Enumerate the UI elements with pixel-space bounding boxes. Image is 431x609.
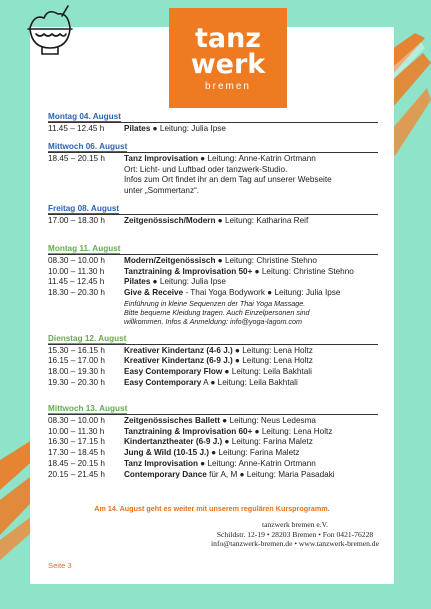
day-block bbox=[48, 404, 378, 481]
event-row bbox=[48, 448, 378, 459]
event-row bbox=[48, 256, 378, 267]
event-title: Contemporary Dance bbox=[124, 469, 207, 479]
event-time: 15.30 – 16.15 h bbox=[48, 345, 105, 355]
event-title: Tanztraining & Improvisation 50+ bbox=[124, 266, 253, 276]
tanzwerk-logo bbox=[169, 8, 287, 108]
event-title: Easy Contemporary bbox=[124, 377, 202, 387]
event-note: willkommen. Infos & Anmeldung: info@yoga-lagom.com bbox=[124, 317, 303, 327]
event-time: 17.30 – 18.45 h bbox=[48, 448, 105, 458]
address-street: Schildstr. 12-19 • 28203 Bremen • Fon 0421-76228 bbox=[216, 529, 374, 539]
event-detail: ● Leitung: Julia Ipse bbox=[150, 124, 226, 133]
event-detail: ● Leitung: Farina Maletz bbox=[209, 448, 300, 458]
event-time: 17.00 – 18.30 h bbox=[48, 215, 105, 225]
event-row bbox=[48, 186, 378, 197]
event-detail: ● Leitung: Farina Maletz bbox=[222, 437, 313, 447]
divider bbox=[48, 122, 378, 123]
event-detail: ● Leitung: Anne-Katrin Ortmann bbox=[198, 153, 316, 163]
day-block bbox=[48, 142, 378, 197]
day-block bbox=[48, 334, 378, 389]
event-time: 08.30 – 10.00 h bbox=[48, 255, 105, 265]
event-detail: unter „Sommertanz“. bbox=[124, 186, 200, 196]
divider bbox=[48, 214, 378, 215]
day-heading: Mittwoch 06. August bbox=[48, 141, 128, 151]
event-row bbox=[48, 367, 378, 378]
event-detail: ● Leitung: Christine Stehno bbox=[252, 266, 354, 276]
divider bbox=[48, 414, 378, 415]
day-heading: Freitag 08. August bbox=[48, 203, 120, 213]
day-heading: Dienstag 12. August bbox=[48, 333, 127, 343]
event-row bbox=[48, 356, 378, 367]
event-time bbox=[48, 186, 124, 197]
event-time: 18.45 – 20.15 h bbox=[48, 153, 105, 163]
event-detail: ● Leitung: Leila Bakhtali bbox=[222, 367, 312, 377]
event-row bbox=[48, 277, 378, 288]
day-block bbox=[48, 244, 378, 327]
event-note-row bbox=[48, 299, 378, 327]
event-detail: ● Leitung: Christine Stehno bbox=[215, 255, 317, 265]
event-detail: für A, M ● Leitung: Maria Pasadaki bbox=[206, 469, 335, 479]
logo-line-3: bremen bbox=[205, 81, 251, 92]
divider bbox=[48, 344, 378, 345]
event-time: 11.45 – 12.45 h bbox=[48, 277, 105, 287]
event-row bbox=[48, 267, 378, 278]
event-row bbox=[48, 216, 378, 227]
event-row bbox=[48, 437, 378, 448]
event-row bbox=[48, 288, 378, 299]
event-title: Give & Receive bbox=[124, 288, 184, 298]
divider bbox=[48, 254, 378, 255]
event-row bbox=[48, 165, 378, 176]
page-number: Seite 3 bbox=[48, 561, 72, 570]
event-title: Modern/Zeitgenössisch bbox=[124, 255, 216, 265]
event-note: Einführung in kleine Sequenzen der Thai Yoga Massage. bbox=[124, 298, 306, 308]
event-title: Zeitgenössisch/Modern bbox=[124, 215, 216, 225]
event-row bbox=[48, 175, 378, 186]
event-time bbox=[48, 175, 124, 186]
event-title: Tanz Improvisation bbox=[124, 153, 198, 163]
address-org: tanzwerk bremen e.V. bbox=[261, 520, 329, 529]
event-title: Zeitgenössisches Ballett bbox=[124, 415, 221, 425]
event-time bbox=[48, 165, 124, 176]
event-time: 20.15 – 21.45 h bbox=[48, 469, 105, 479]
event-time: 18.45 – 20.15 h bbox=[48, 458, 105, 468]
event-detail: ● Leitung: Katharina Reif bbox=[215, 215, 309, 225]
schedule bbox=[48, 112, 378, 481]
event-detail: - Thai Yoga Bodywork ● Leitung: Julia Ipse bbox=[183, 288, 341, 298]
address-block bbox=[197, 520, 393, 549]
event-row bbox=[48, 459, 378, 470]
event-title: Easy Contemporary Flow bbox=[124, 367, 223, 377]
day-block bbox=[48, 204, 378, 227]
event-detail: ● Leitung: Lena Holtz bbox=[252, 426, 333, 436]
event-row bbox=[48, 346, 378, 357]
divider bbox=[48, 152, 378, 153]
event-time: 16.30 – 17.15 h bbox=[48, 437, 105, 447]
event-title: Kreativer Kindertanz (6-9 J.) bbox=[124, 356, 233, 366]
address-contact: info@tanzwerk-bremen.de • www.tanzwerk-bremen.de bbox=[211, 539, 379, 549]
event-row bbox=[48, 154, 378, 165]
event-title: Tanztraining & Improvisation 60+ bbox=[124, 426, 253, 436]
event-time: 11.45 – 12.45 h bbox=[48, 124, 105, 133]
event-row bbox=[48, 378, 378, 389]
event-title: Pilates bbox=[124, 124, 151, 133]
event-time: 08.30 – 10.00 h bbox=[48, 415, 105, 425]
event-time: 18.00 – 19.30 h bbox=[48, 367, 105, 377]
event-time: 10.00 – 11.30 h bbox=[48, 266, 105, 276]
event-detail: A ● Leitung: Leila Bakhtali bbox=[201, 377, 298, 387]
day-block bbox=[48, 112, 378, 135]
day-heading: Montag 04. August bbox=[48, 112, 121, 121]
event-title: Jung & Wild (10-15 J.) bbox=[124, 448, 209, 458]
event-time: 10.00 – 11.30 h bbox=[48, 426, 105, 436]
event-detail: ● Leitung: Neus Ledesma bbox=[220, 415, 316, 425]
event-time: 16.15 – 17.00 h bbox=[48, 356, 105, 366]
event-row bbox=[48, 416, 378, 427]
footnote: Am 14. August geht es weiter mit unserem regulären Kursprogramm. bbox=[94, 504, 330, 513]
ice-cream-bowl-icon bbox=[22, 2, 78, 58]
event-detail: Infos zum Ort findet ihr an dem Tag auf unserer Webseite bbox=[124, 175, 332, 185]
event-detail: ● Leitung: Lena Holtz bbox=[232, 356, 313, 366]
day-heading: Montag 11. August bbox=[48, 243, 121, 253]
event-detail: ● Leitung: Anne-Katrin Ortmann bbox=[198, 458, 316, 468]
event-row bbox=[48, 124, 378, 135]
event-title: Tanz Improvisation bbox=[124, 458, 198, 468]
event-note: Bitte bequeme Kleidung tragen. Auch Einzelpersonen sind bbox=[124, 308, 310, 318]
event-time: 18.30 – 20.30 h bbox=[48, 288, 105, 298]
event-title: Kindertanztheater (6-9 J.) bbox=[124, 437, 223, 447]
event-row bbox=[48, 470, 378, 481]
logo-line-2: werk bbox=[190, 49, 266, 80]
event-detail: Ort: Licht- und Luftbad oder tanzwerk-Studio. bbox=[124, 164, 288, 174]
event-row bbox=[48, 427, 378, 438]
event-detail: ● Leitung: Julia Ipse bbox=[150, 277, 226, 287]
event-time: 19.30 – 20.30 h bbox=[48, 377, 105, 387]
day-heading: Mittwoch 13. August bbox=[48, 403, 128, 413]
event-detail: ● Leitung: Lena Holtz bbox=[232, 345, 313, 355]
event-title: Kreativer Kindertanz (4-6 J.) bbox=[124, 345, 233, 355]
event-title: Pilates bbox=[124, 277, 151, 287]
logo-line-1: tanz bbox=[194, 23, 262, 54]
